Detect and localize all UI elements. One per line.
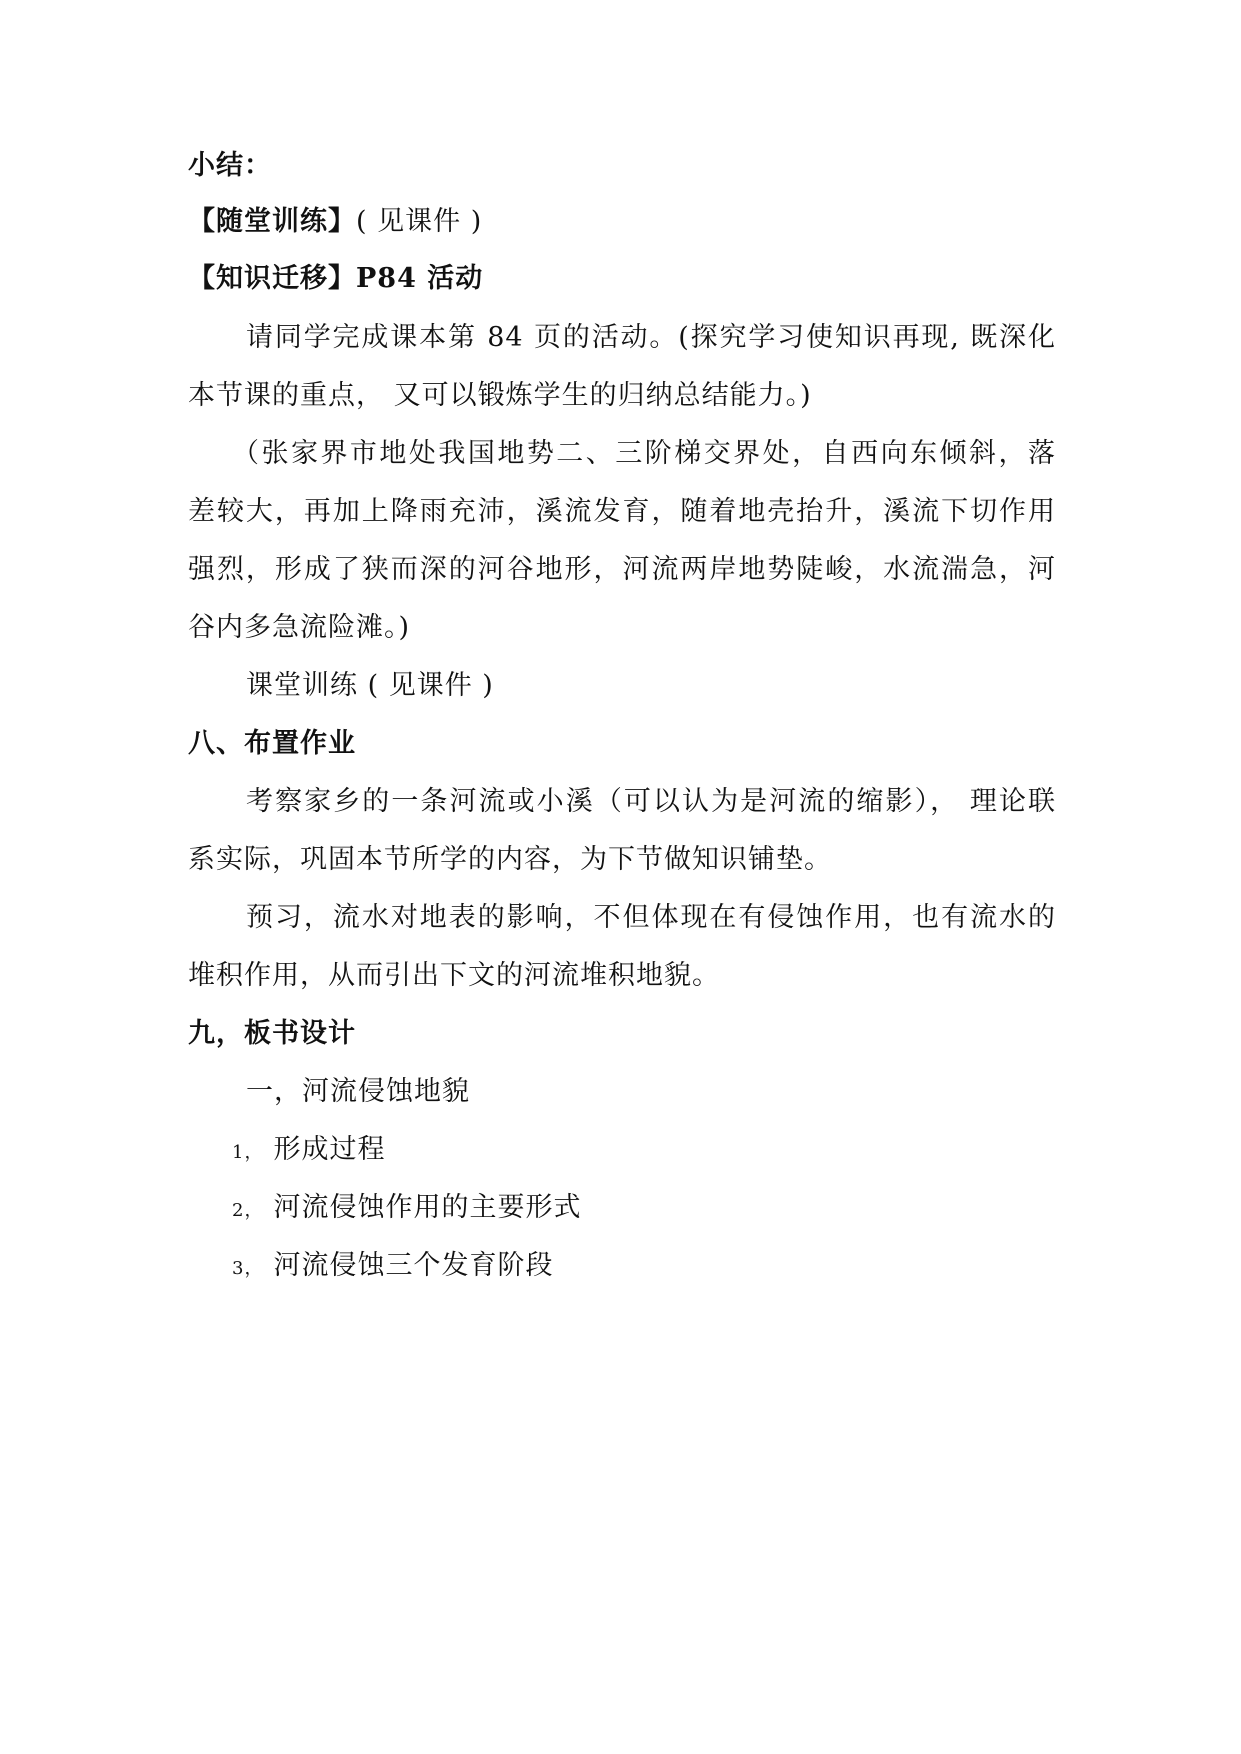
homework-heading: 八、布置作业 (188, 728, 356, 759)
board-item-text: 形成过程 (273, 1134, 386, 1165)
activity-line-2: 本节课的重点， 又可以锻炼学生的归纳总结能力。) (188, 380, 812, 411)
board-item-number: 1， (232, 1142, 264, 1163)
board-item-text: 河流侵蚀三个发育阶段 (273, 1250, 554, 1281)
summary-heading: 小结： (188, 150, 272, 181)
board-item-number: 3， (232, 1258, 264, 1279)
transfer-heading: 【知识迁移】P84 活动 (188, 263, 484, 294)
homework-para1-line2: 系实际，巩固本节所学的内容，为下节做知识铺垫。 (188, 844, 832, 875)
classroom-training: 课堂训练 ( 见课件 ) (246, 670, 494, 701)
answer-line-3: 强烈，形成了狭而深的河谷地形，河流两岸地势陡峻，水流湍急，河 (188, 554, 1056, 585)
answer-line-4: 谷内多急流险滩。) (188, 612, 411, 643)
practice-heading: 【随堂训练】 (188, 206, 356, 237)
practice-note: ( 见课件 ) (356, 206, 483, 237)
activity-line-1: 请同学完成课本第 84 页的活动。(探究学习使知识再现, 既深化 (246, 322, 1056, 353)
board-item (232, 1246, 553, 1289)
answer-line-2: 差较大，再加上降雨充沛，溪流发育，随着地壳抬升，溪流下切作用 (188, 496, 1056, 527)
homework-para2-line2: 堆积作用，从而引出下文的河流堆积地貌。 (188, 960, 720, 991)
board-item-text: 河流侵蚀作用的主要形式 (273, 1192, 582, 1223)
board-item (232, 1130, 385, 1173)
board-item (232, 1188, 581, 1231)
answer-line-1: （张家界市地处我国地势二、三阶梯交界处，自西向东倾斜，落 (232, 438, 1056, 469)
homework-para2-line1: 预习，流水对地表的影响，不但体现在有侵蚀作用，也有流水的 (246, 902, 1056, 933)
board-design-title: 一，河流侵蚀地貌 (246, 1076, 470, 1107)
board-item-number: 2， (232, 1200, 264, 1221)
board-design-heading: 九，板书设计 (188, 1018, 356, 1049)
practice-line (188, 202, 482, 242)
homework-para1-line1: 考察家乡的一条河流或小溪（可以认为是河流的缩影）， 理论联 (246, 786, 1056, 817)
